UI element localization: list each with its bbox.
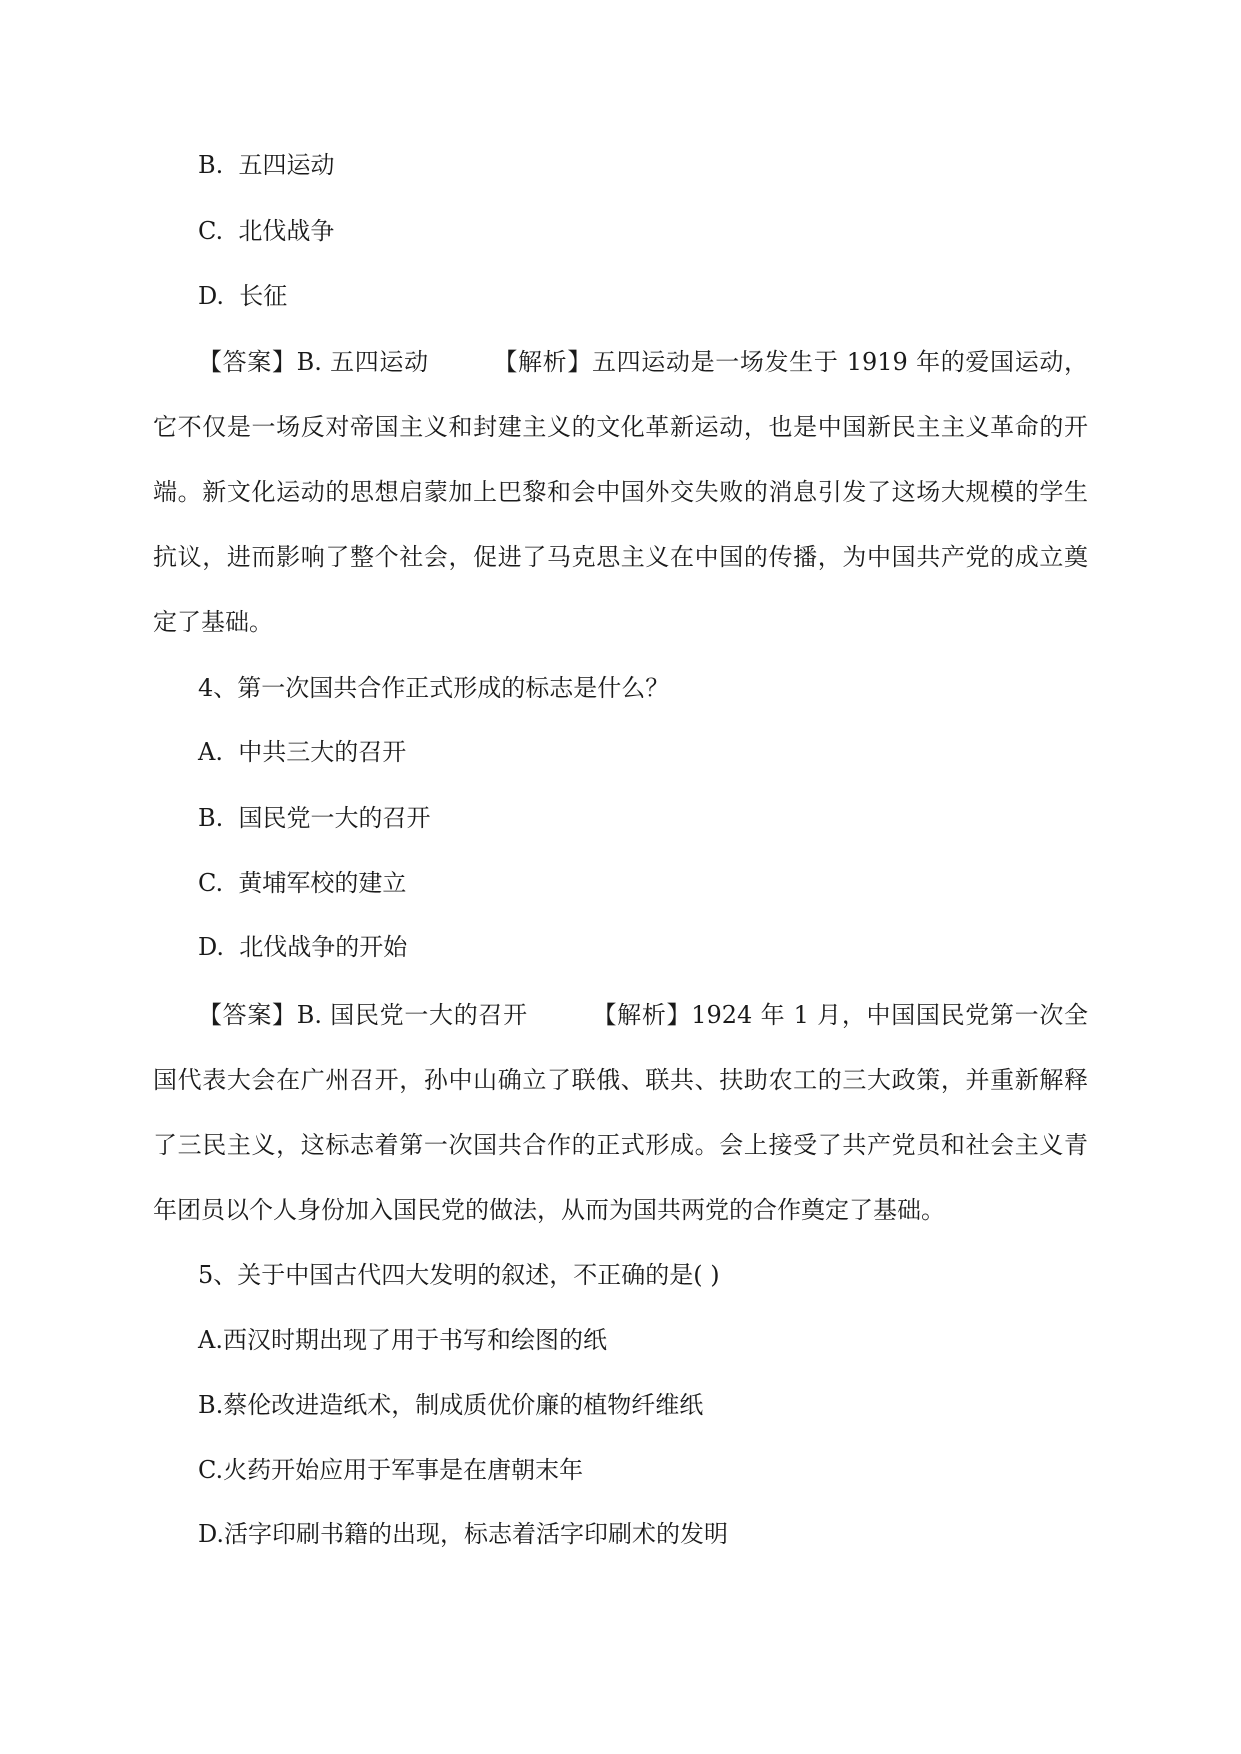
answer-text: B. 五四运动 — [296, 348, 429, 376]
q4-option-a: A. 中共三大的召开 — [198, 738, 407, 766]
q3-option-b: B. 五四运动 — [198, 151, 335, 179]
q4-option-b: B. 国民党一大的召开 — [198, 804, 431, 832]
analysis-tag: 【解析】 — [492, 348, 592, 376]
q5-option-d: D.活字印刷书籍的出现，标志着活字印刷术的发明 — [198, 1520, 729, 1548]
analysis-text: 五四运动是一场发生于 1919 年的爱国运动，它不仅是一场反对帝国主义和封建主义的文化革新运动，也是中国新民主主义革命的开端。新文化运动的思想启蒙加上巴黎和会中国外交失败的消息引发了这场大规模的学生抗议，进而影响了整个社会，促进了马克思主义在中国的传播，为中国共产党的成立奠定了基础。 — [153, 348, 1088, 636]
q4-question: 4、第一次国共合作正式形成的标志是什么？ — [198, 674, 670, 702]
q3-option-c: C. 北伐战争 — [198, 217, 335, 245]
answer-tag: 【答案】 — [198, 1001, 297, 1029]
q4-answer-paragraph — [153, 983, 1088, 1243]
q5-question: 5、关于中国古代四大发明的叙述，不正确的是( ) — [198, 1261, 720, 1289]
q4-option-c: C. 黄埔军校的建立 — [198, 869, 407, 897]
answer-tag: 【答案】 — [198, 348, 297, 376]
answer-text: B. 国民党一大的召开 — [296, 1001, 528, 1029]
q3-option-d: D. 长征 — [198, 282, 288, 310]
q5-option-b: B.蔡伦改进造纸术，制成质优价廉的植物纤维纸 — [198, 1391, 704, 1419]
q3-answer-paragraph — [153, 330, 1088, 655]
q4-option-d: D. 北伐战争的开始 — [198, 933, 408, 961]
q5-option-c: C.火药开始应用于军事是在唐朝末年 — [198, 1456, 584, 1484]
q5-option-a: A.西汉时期出现了用于书写和绘图的纸 — [198, 1326, 607, 1354]
analysis-tag: 【解析】 — [591, 1001, 692, 1029]
analysis-text: 1924 年 1 月，中国国民党第一次全国代表大会在广州召开，孙中山确立了联俄、联共、扶助农工的三大政策，并重新解释了三民主义，这标志着第一次国共合作的正式形成。会上接受了共产党员和社会主义青年团员以个人身份加入国民党的做法，从而为国共两党的合作奠定了基础。 — [153, 1001, 1089, 1224]
